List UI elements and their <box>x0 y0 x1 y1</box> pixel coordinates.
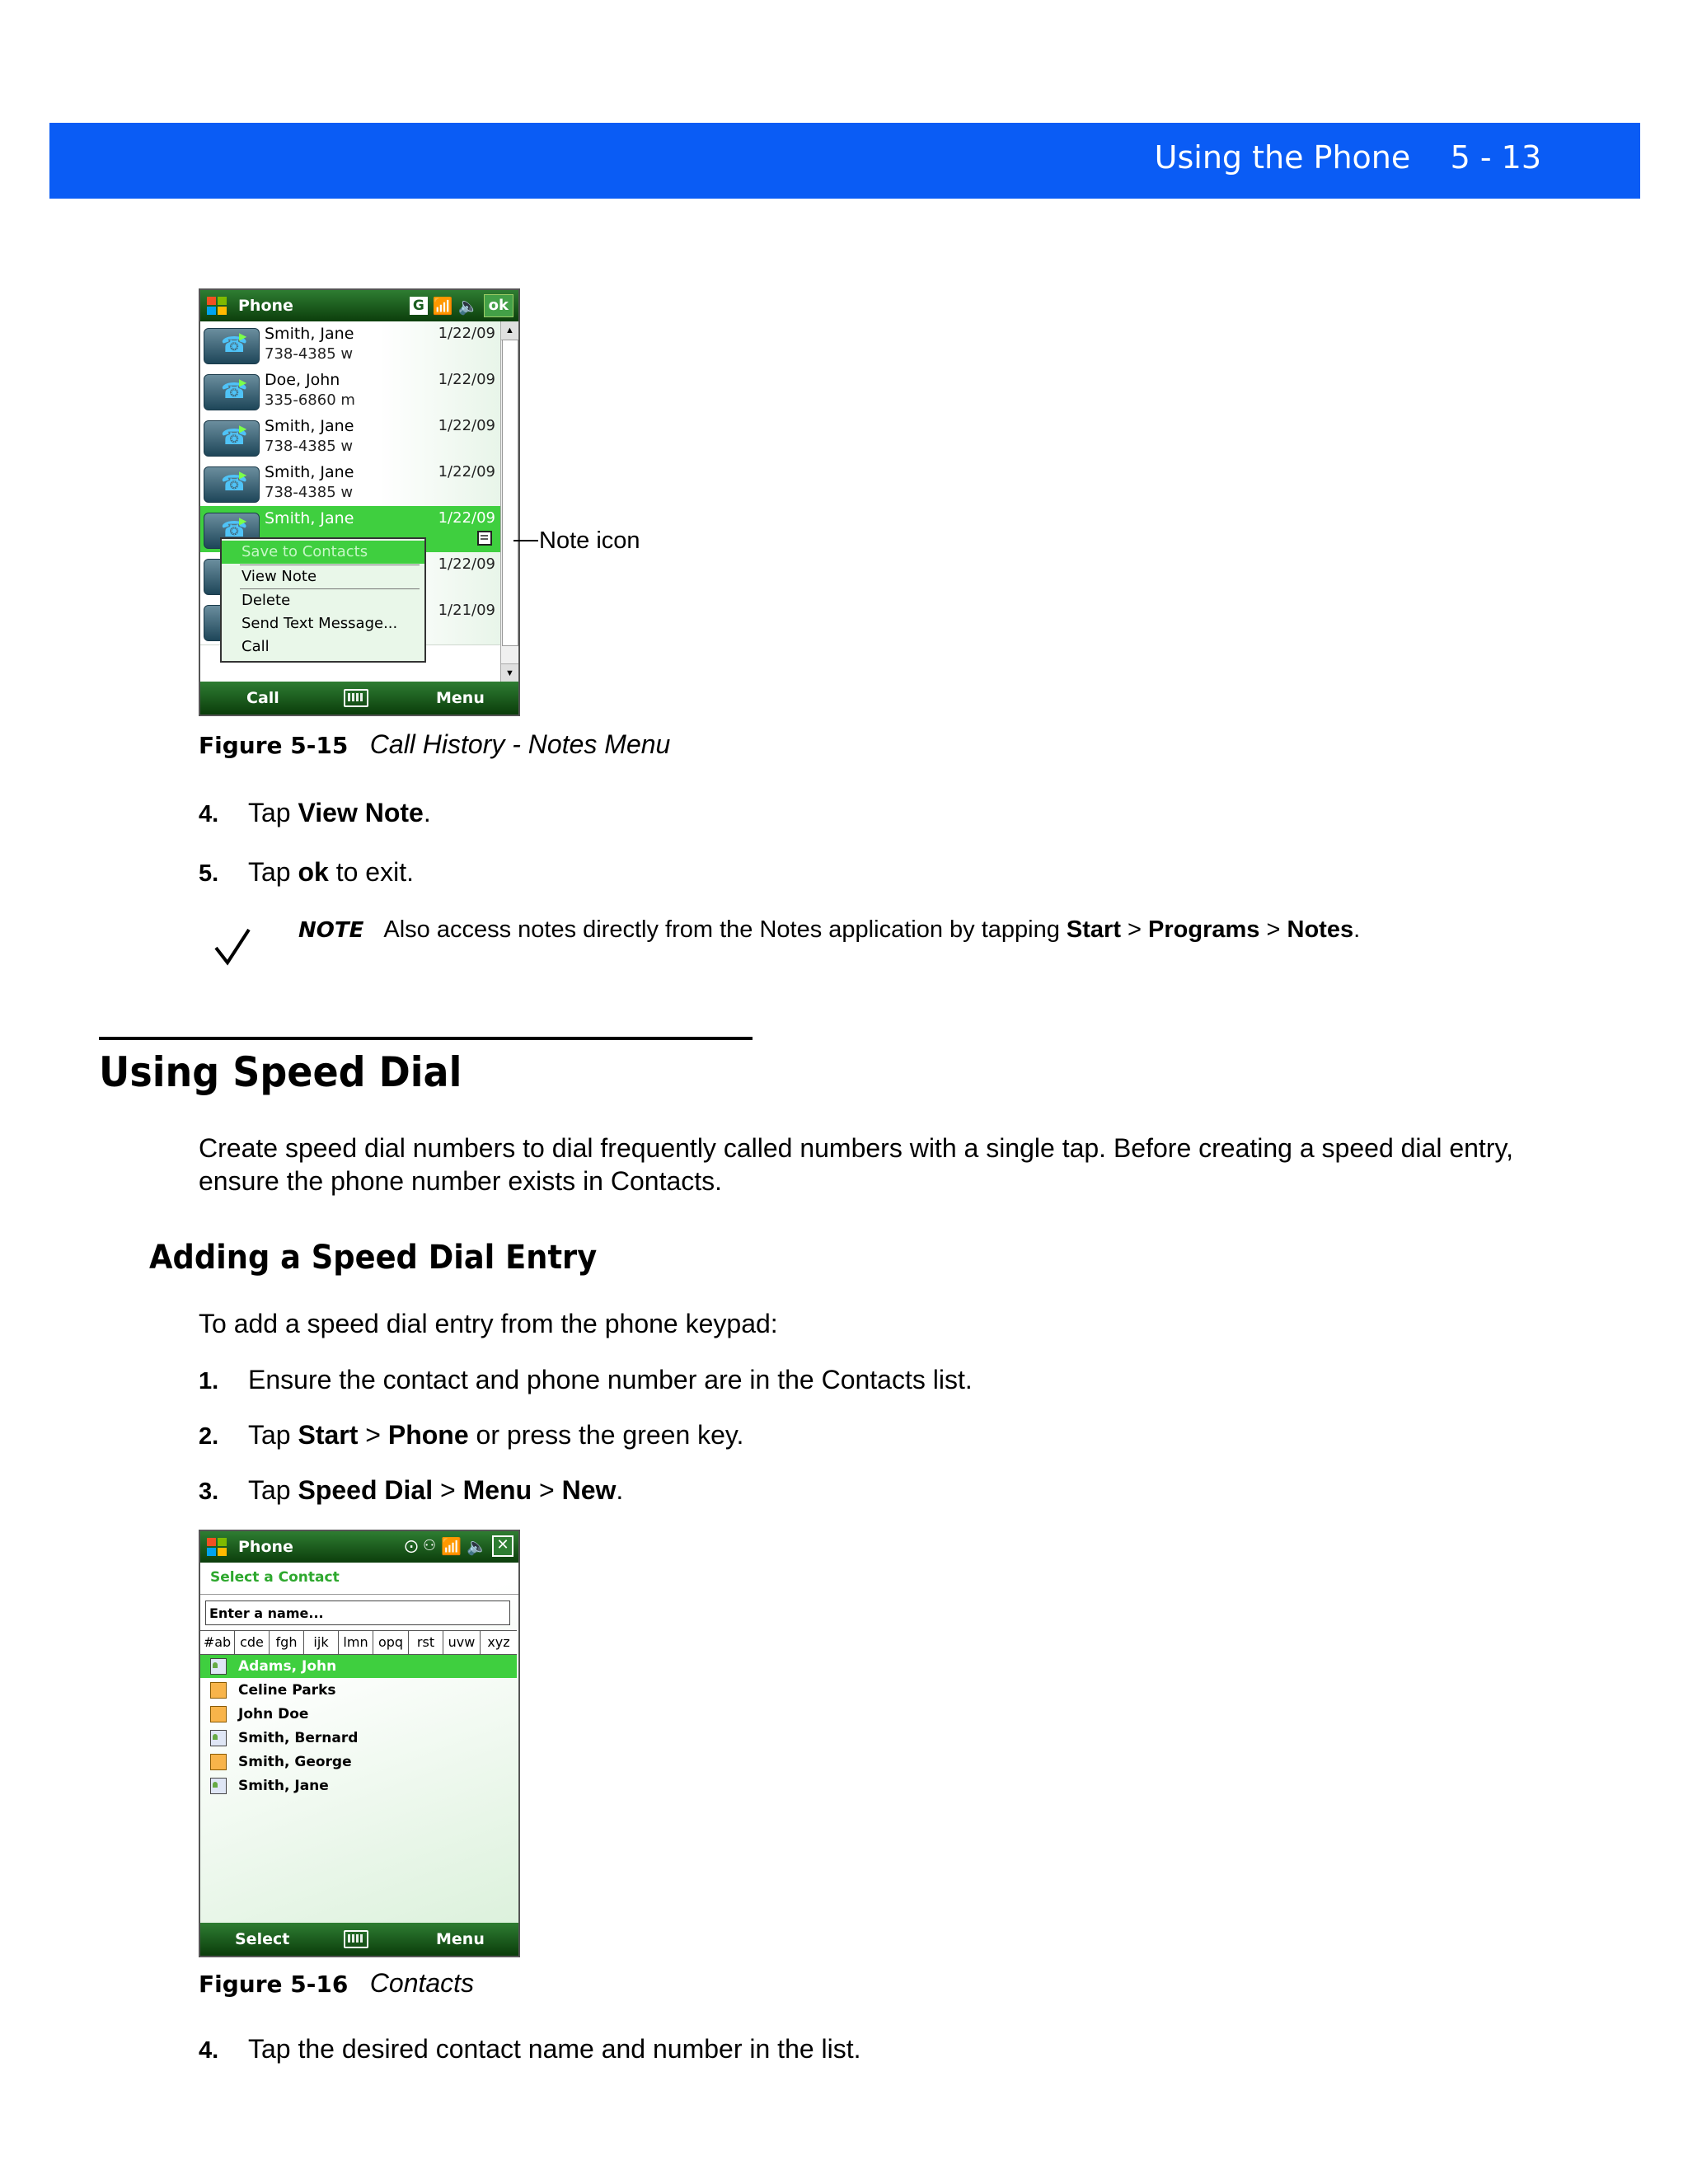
header-page-number: 5 - 13 <box>1450 139 1541 176</box>
contact-card-icon <box>210 1658 227 1675</box>
name-search-value: Enter a name... <box>209 1605 324 1621</box>
windows-logo-icon[interactable] <box>205 294 228 317</box>
step-text: or press the green key. <box>468 1420 744 1450</box>
step-number: 2. <box>199 1423 219 1450</box>
page-header <box>49 123 1640 199</box>
step-text: . <box>616 1475 624 1505</box>
scroll-down-arrow-icon[interactable]: ▼ <box>501 663 518 683</box>
step-text: Tap the desired contact name and number in the list. <box>248 2034 861 2064</box>
alpha-tab[interactable]: uvw <box>443 1631 481 1654</box>
call-row[interactable] <box>200 460 500 507</box>
call-icon[interactable] <box>204 420 260 457</box>
voicemail-icon[interactable]: ⨀ <box>405 1538 419 1554</box>
step-item <box>199 1365 973 1395</box>
screen-title: Phone <box>238 297 293 315</box>
call-row-number: 738-4385 w <box>265 438 354 455</box>
step-number: 4. <box>199 2037 219 2064</box>
note-bold: Notes <box>1287 916 1354 943</box>
menu-item-view-note[interactable]: View Note <box>241 568 317 585</box>
contact-row[interactable] <box>200 1750 517 1774</box>
speaker-icon[interactable]: 🔈 <box>467 1536 487 1556</box>
screen-title: Phone <box>238 1538 293 1556</box>
call-row[interactable] <box>200 414 500 461</box>
note-text: > <box>1120 916 1149 943</box>
figure-caption <box>199 729 670 760</box>
step-number: 5. <box>199 860 219 887</box>
figure-title: Contacts <box>369 1968 475 1998</box>
contacts-screen <box>199 1530 520 1957</box>
note-icon[interactable] <box>477 531 492 546</box>
menu-item-save-to-contacts[interactable]: Save to Contacts <box>222 541 424 564</box>
soft-key-select[interactable]: Select <box>235 1930 290 1948</box>
subsection-lead: To add a speed dial entry from the phone keypad: <box>199 1309 778 1338</box>
step-bold: View Note <box>298 798 424 827</box>
soft-key-menu[interactable]: Menu <box>436 689 485 707</box>
figure-title: Call History - Notes Menu <box>369 729 671 759</box>
call-row-name: Smith, Jane <box>265 325 354 343</box>
step-bold: Phone <box>387 1420 469 1450</box>
note-text: . <box>1353 916 1361 943</box>
soft-key-call[interactable]: Call <box>246 689 279 707</box>
call-icon[interactable] <box>204 328 260 364</box>
note-bold: Programs <box>1148 916 1260 943</box>
contact-row[interactable] <box>200 1679 517 1702</box>
alpha-tab[interactable]: ijk <box>304 1631 339 1654</box>
contact-row[interactable] <box>200 1703 517 1726</box>
speaker-icon[interactable]: 🔈 <box>457 296 479 316</box>
step-text: > <box>433 1475 463 1505</box>
call-row[interactable] <box>200 368 500 415</box>
step-text: to exit. <box>328 857 414 887</box>
step-text: > <box>532 1475 562 1505</box>
step-bold: New <box>561 1475 617 1505</box>
figure-number: Figure 5-16 <box>199 1971 349 1998</box>
step-text: > <box>358 1420 388 1450</box>
call-icon[interactable] <box>204 466 260 503</box>
soft-key-bar <box>200 1923 518 1956</box>
step-bold: Menu <box>462 1475 532 1505</box>
soft-key-menu[interactable]: Menu <box>436 1930 485 1948</box>
signal-icon[interactable]: 📶 <box>432 296 453 316</box>
step-text: Tap <box>248 1420 298 1450</box>
checkmark-icon <box>213 926 254 968</box>
contact-card-icon <box>210 1730 227 1746</box>
section-intro <box>199 1132 1513 1197</box>
call-row-number: 738-4385 w <box>265 345 354 363</box>
header-section: Using the Phone <box>1154 139 1411 176</box>
menu-item-call[interactable]: Call <box>241 638 270 655</box>
keyboard-icon[interactable] <box>344 689 368 707</box>
step-bold: Start <box>298 1420 359 1450</box>
step-text: Tap <box>248 798 298 827</box>
context-menu <box>220 537 426 663</box>
contact-row[interactable] <box>200 1727 517 1750</box>
call-row-date: 1/22/09 <box>438 555 495 573</box>
alpha-tabs <box>200 1630 517 1655</box>
call-row-name: Smith, Jane <box>265 509 354 527</box>
scrollbar[interactable] <box>500 321 518 683</box>
call-row-name: Smith, Jane <box>265 463 354 481</box>
note-text: Also access notes directly from the Notes application by tapping <box>383 916 1067 943</box>
step-number: 3. <box>199 1479 219 1505</box>
step-text: Ensure the contact and phone number are in the Contacts list. <box>248 1365 973 1394</box>
title-bar <box>200 290 518 321</box>
close-icon[interactable]: ✕ <box>492 1535 513 1557</box>
alpha-tab[interactable]: fgh <box>270 1631 304 1654</box>
note-bold: Start <box>1066 916 1121 943</box>
alpha-tab[interactable]: xyz <box>487 1634 510 1650</box>
intro-line: Create speed dial numbers to dial frequently called numbers with a single tap. Before creating a speed dial entry, <box>199 1133 1513 1163</box>
alpha-tab[interactable]: cde <box>235 1631 270 1654</box>
soft-key-bar <box>200 682 518 715</box>
signal-icon[interactable]: 📶 <box>441 1536 462 1556</box>
keyboard-icon[interactable] <box>344 1930 368 1948</box>
call-row-date: 1/22/09 <box>438 463 495 480</box>
step-number: 4. <box>199 801 219 827</box>
note-text: > <box>1259 916 1287 943</box>
name-search-input[interactable] <box>205 1601 510 1625</box>
gprs-icon: G <box>410 297 428 315</box>
menu-item-delete[interactable]: Delete <box>241 592 291 609</box>
section-heading: Using Speed Dial <box>99 1048 462 1096</box>
call-row-name: Smith, Jane <box>265 417 354 435</box>
section-rule <box>99 1037 753 1040</box>
contact-row-selected[interactable] <box>200 1655 517 1678</box>
call-row-date: 1/22/09 <box>438 509 495 527</box>
step-text: Tap <box>248 1475 298 1505</box>
step-text: . <box>423 798 431 827</box>
contact-name: Adams, John <box>238 1658 337 1675</box>
step-bold: Speed Dial <box>298 1475 434 1505</box>
contact-name: Smith, George <box>238 1754 352 1770</box>
windows-logo-icon[interactable] <box>205 1535 228 1558</box>
call-row-date: 1/22/09 <box>438 371 495 388</box>
scroll-up-arrow-icon[interactable]: ▲ <box>501 321 518 340</box>
sim-contact-icon <box>210 1682 227 1699</box>
note <box>298 916 1360 944</box>
select-contact-heading: Select a Contact <box>210 1569 340 1586</box>
call-row-date: 1/21/09 <box>438 602 495 619</box>
step-bold: ok <box>298 857 329 887</box>
title-bar <box>200 1531 518 1563</box>
call-icon[interactable] <box>204 374 260 410</box>
step-item <box>199 798 431 828</box>
step-item <box>199 857 414 888</box>
subsection-heading: Adding a Speed Dial Entry <box>149 1239 598 1277</box>
step-text: Tap <box>248 857 298 887</box>
alpha-tab[interactable]: #ab <box>200 1631 235 1654</box>
sim-contact-icon <box>210 1754 227 1770</box>
contact-name: Smith, Jane <box>238 1778 329 1794</box>
heading-divider <box>200 1594 518 1595</box>
call-row-date: 1/22/09 <box>438 417 495 434</box>
figure-number: Figure 5-15 <box>199 732 349 759</box>
intro-line: ensure the phone number exists in Contacts. <box>199 1166 723 1196</box>
call-row[interactable] <box>200 321 500 368</box>
callout-line <box>513 540 538 541</box>
call-history-screen <box>199 288 520 716</box>
ok-button[interactable]: ok <box>484 294 513 317</box>
call-row-number: 738-4385 w <box>265 484 354 501</box>
call-row-name: Doe, John <box>265 371 340 389</box>
scroll-thumb[interactable] <box>502 340 518 646</box>
sim-contact-icon <box>210 1706 227 1722</box>
step-number: 1. <box>199 1368 219 1394</box>
contact-name: Celine Parks <box>238 1682 336 1699</box>
call-row-number: 335-6860 m <box>265 391 355 409</box>
contact-name: John Doe <box>238 1706 309 1722</box>
alpha-tab[interactable]: rst <box>409 1631 443 1654</box>
menu-item-send-text-message[interactable]: Send Text Message... <box>241 615 398 632</box>
contact-row[interactable] <box>200 1774 517 1797</box>
alpha-tab[interactable]: opq <box>373 1631 409 1654</box>
note-label: NOTE <box>298 918 364 943</box>
alpha-tab[interactable]: lmn <box>339 1631 373 1654</box>
bluetooth-icon[interactable]: ⚇ <box>423 1537 437 1554</box>
contact-card-icon <box>210 1778 227 1794</box>
step-item <box>199 2034 861 2064</box>
call-row-date: 1/22/09 <box>438 325 495 342</box>
callout-label: Note icon <box>539 527 640 554</box>
contact-name: Smith, Bernard <box>238 1730 359 1746</box>
figure-caption <box>199 1968 474 1999</box>
step-item <box>199 1420 743 1451</box>
step-item <box>199 1475 623 1506</box>
